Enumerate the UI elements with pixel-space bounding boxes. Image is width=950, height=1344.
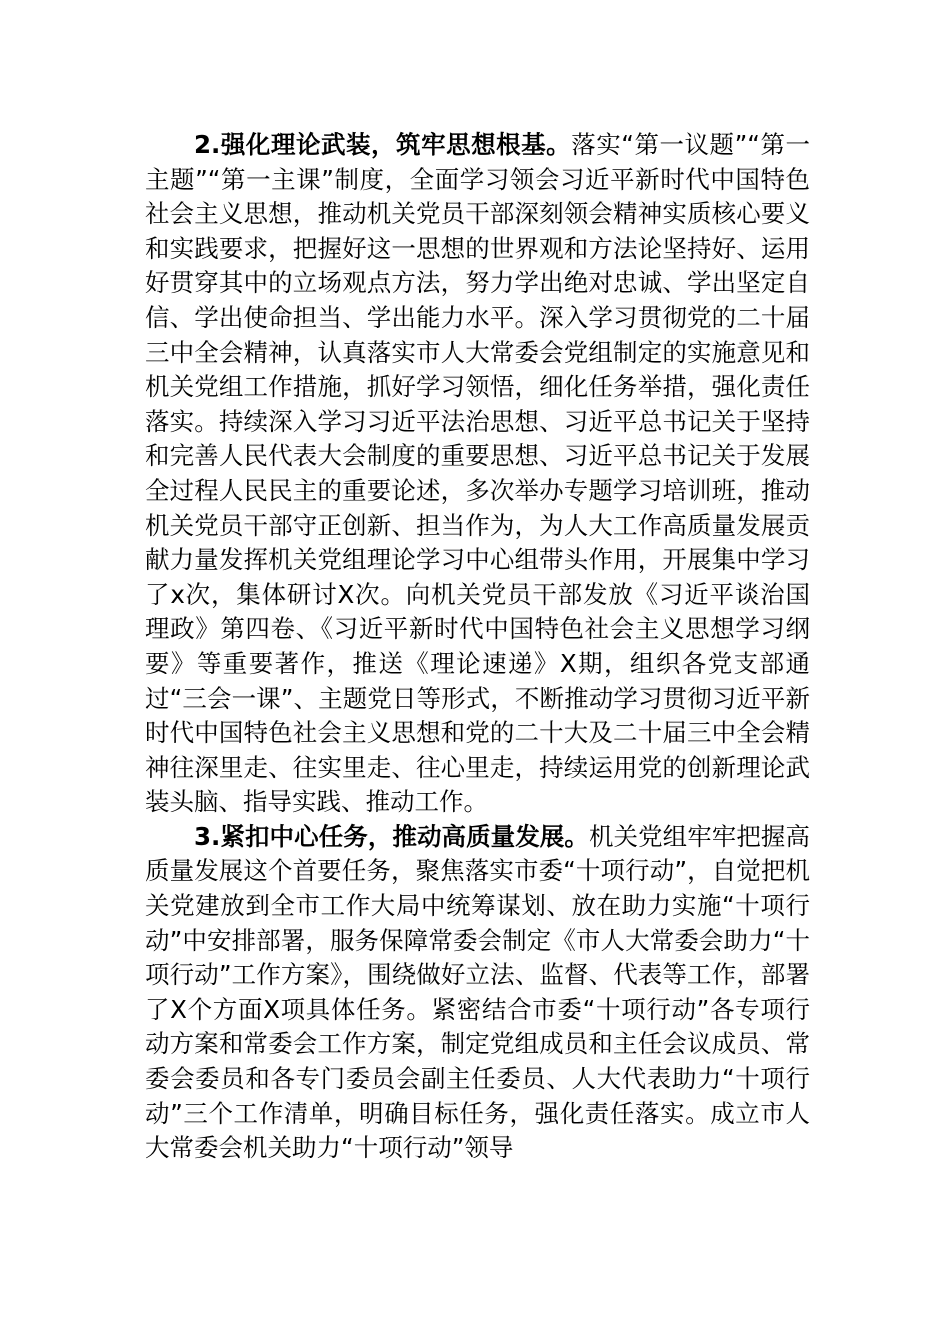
paragraph-heading: 2.强化理论武装，筑牢思想根基。 [194, 130, 572, 159]
paragraph-central-tasks [145, 820, 810, 1166]
paragraph-body: 落实“第一议题”“第一主题”“第一主课”制度，全面学习领会习近平新时代中国特色社会主义思想，推动机关党员干部深刻领会精神实质核心要义和实践要求，把握好这一思想的世界观和方法论坚持好、运用好贯穿其中的立场观点方法，努力学出绝对忠诚、学出坚定自信、学出使命担当、学出能力水平。深入学习贯彻党的二十届三中全会精神，认真落实市人大常委会党组制定的实施意见和机关党组工作措施，抓好学习领悟，细化任务举措，强化责任落实。持续深入学习习近平法治思想、习近平总书记关于坚持和完善人民代表大会制度的重要思想、习近平总书记关于发展全过程人民民主的重要论述，多次举办专题学习培训班，推动机关党员干部守正创新、担当作为，为人大工作高质量发展贡献力量发挥机关党组理论学习中心组带头作用，开展集中学习了x次，集体研讨X次。向机关党员干部发放《习近平谈治国理政》第四卷、《习近平新时代中国特色社会主义思想学习纲要》等重要著作，推送《理论速递》X期，组织各党支部通过“三会一课”、主题党日等形式，不断推动学习贯彻习近平新时代中国特色社会主义思想和党的二十大及二十届三中全会精神往深里走、往实里走、往心里走，持续运用党的创新理论武装头脑、指导实践、推动工作。 [145, 130, 811, 817]
paragraph-body: 机关党组牢牢把握高质量发展这个首要任务，聚焦落实市委“十项行动”，自觉把机关党建放到全市工作大局中统筹谋划、放在助力实施“十项行动”中安排部署，服务保障常委会制定《市人大常委会助力“十项行动”工作方案》，围绕做好立法、监督、代表等工作，部署了X个方面X项具体任务。紧密结合市委“十项行动”各专项行动方案和常委会工作方案，制定党组成员和主任会议成员、常委会委员和各专门委员会副主任委员、人大代表助力“十项行动”三个工作清单，明确目标任务，强化责任落实。成立市人大常委会机关助力“十项行动”领导 [145, 821, 810, 1163]
document-page [145, 128, 810, 1166]
paragraph-heading: 3.紧扣中心任务，推动高质量发展。 [194, 821, 589, 851]
paragraph-theory-study [145, 128, 810, 820]
